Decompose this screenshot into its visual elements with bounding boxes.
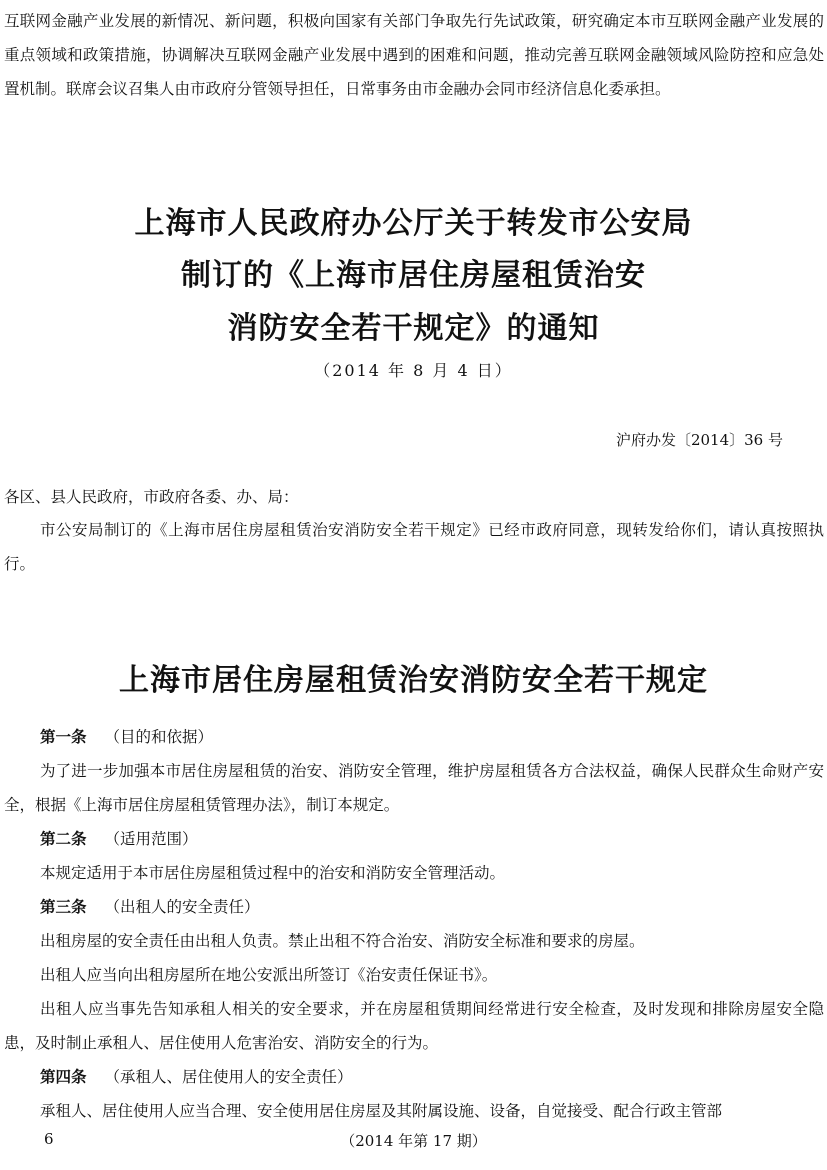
article-paragraph: 出租人应当事先告知承租人相关的安全要求，并在房屋租赁期间经常进行安全检查，及时发现和排除房屋安全隐患，及时制止承租人、居住使用人危害治安、消防安全的行为。 xyxy=(4,1000,824,1052)
page-number: 6 xyxy=(44,1130,54,1148)
article-paragraph: 出租房屋的安全责任由出租人负责。禁止出租不符合治安、消防安全标准和要求的房屋。 xyxy=(40,932,645,950)
article-number: 第一条 xyxy=(40,727,87,746)
notice-title-line-1: 上海市人民政府办公厅关于转发市公安局 xyxy=(134,206,693,241)
addressee: 各区、县人民政府，市政府各委、办、局： xyxy=(4,488,299,506)
article-number: 第四条 xyxy=(40,1067,87,1086)
notice-body: 市公安局制订的《上海市居住房屋租赁治安消防安全若干规定》已经市政府同意，现转发给你们，请认真按照执行。 xyxy=(4,521,824,573)
article-paragraph: 承租人、居住使用人应当合理、安全使用居住房屋及其附属设施、设备，自觉接受、配合行政主管部 xyxy=(40,1102,723,1120)
article-heading xyxy=(4,822,824,856)
article-heading xyxy=(4,1060,824,1094)
notice-title-line-3: 消防安全若干规定》的通知 xyxy=(227,311,600,346)
regulation-title: 上海市居住房屋租赁治安消防安全若干规定 xyxy=(119,662,708,698)
article-heading xyxy=(4,720,824,754)
article-subtitle: （目的和依据） xyxy=(104,728,214,746)
article-subtitle: （出租人的安全责任） xyxy=(104,898,260,916)
notice-date: （2014 年 8 月 4 日） xyxy=(314,361,513,380)
article-paragraph: 为了进一步加强本市居住房屋租赁的治安、消防安全管理，维护房屋租赁各方合法权益，确保人民群众生命财产安全，根据《上海市居住房屋租赁管理办法》，制订本规定。 xyxy=(4,762,824,814)
article-number: 第二条 xyxy=(40,829,87,848)
notice-title-line-2: 制订的《上海市居住房屋租赁治安 xyxy=(181,258,646,293)
articles-section xyxy=(4,720,824,1128)
article-subtitle: （承租人、居住使用人的安全责任） xyxy=(104,1068,353,1086)
article-heading xyxy=(4,890,824,924)
article-subtitle: （适用范围） xyxy=(104,830,198,848)
article-number: 第三条 xyxy=(40,897,87,916)
document-number: 沪府办发〔2014〕36 号 xyxy=(615,431,783,449)
article-paragraph: 出租人应当向出租房屋所在地公安派出所签订《治安责任保证书》。 xyxy=(40,966,498,984)
intro-paragraph: 互联网金融产业发展的新情况、新问题，积极向国家有关部门争取先行先试政策，研究确定本市互联网金融产业发展的重点领域和政策措施，协调解决互联网金融产业发展中遇到的困难和问题，推动完善互联网金融领域风险防控和应急处置机制。联席会议召集人由市政府分管领导担任，日常事务由市金融办会同市经济信息化委承担。 xyxy=(4,12,824,98)
article-paragraph: 本规定适用于本市居住房屋租赁过程中的治安和消防安全管理活动。 xyxy=(40,864,506,882)
issue-label: （2014 年第 17 期） xyxy=(340,1132,487,1150)
